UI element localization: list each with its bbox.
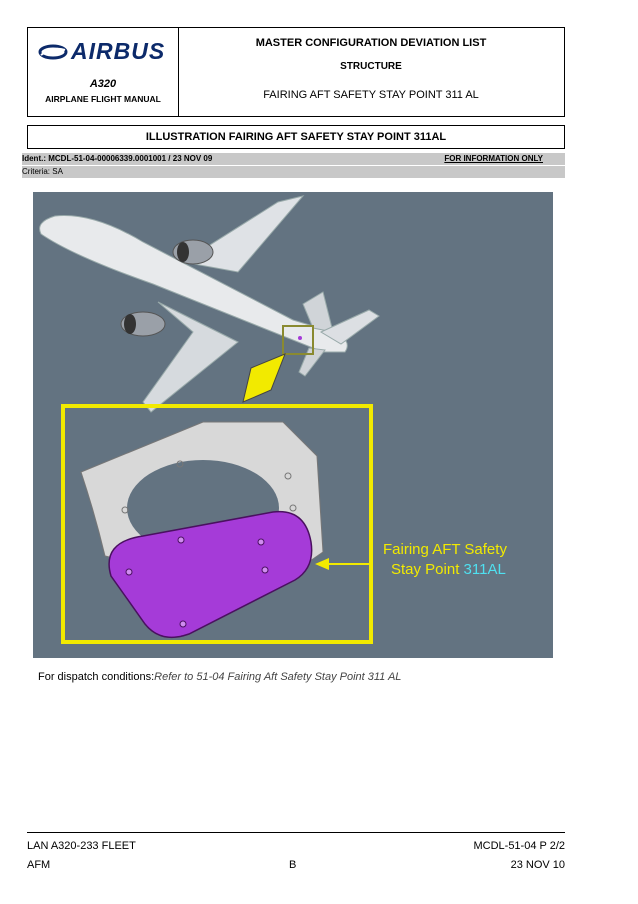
footer-manual: AFM bbox=[27, 859, 51, 871]
subject-title: FAIRING AFT SAFETY STAY POINT 311 AL bbox=[263, 89, 479, 101]
dispatch-note bbox=[38, 671, 401, 683]
criteria-bar bbox=[22, 166, 565, 178]
title-cell bbox=[178, 28, 564, 116]
callout-stay-point: Stay Point bbox=[391, 561, 460, 578]
callout-code: 311AL bbox=[463, 561, 506, 578]
ident-text: Ident.: MCDL-51-04-00006339.0001001 / 23 NOV 09 bbox=[22, 154, 213, 163]
callout-line1: Fairing AFT Safety bbox=[383, 541, 507, 558]
brand-name: AIRBUS bbox=[71, 38, 166, 64]
logo-cell bbox=[28, 28, 179, 116]
info-only-label: FOR INFORMATION ONLY bbox=[444, 154, 543, 163]
airbus-logo bbox=[38, 38, 165, 65]
manual-name: AIRPLANE FLIGHT MANUAL bbox=[45, 94, 161, 104]
fairing-illustration bbox=[33, 192, 553, 658]
header-box bbox=[27, 27, 565, 117]
footer-revision: B bbox=[289, 859, 297, 871]
criteria-text: Criteria: SA bbox=[22, 167, 63, 176]
aircraft-model: A320 bbox=[89, 78, 117, 90]
location-dot bbox=[298, 336, 302, 340]
footer-page-ref: MCDL-51-04 P 2/2 bbox=[473, 840, 565, 852]
illustration-title: ILLUSTRATION FAIRING AFT SAFETY STAY POINT 311AL bbox=[27, 125, 565, 149]
callout-line2 bbox=[391, 561, 506, 578]
footer-date: 23 NOV 10 bbox=[510, 859, 565, 871]
footer-fleet: LAN A320-233 FLEET bbox=[27, 840, 136, 852]
list-title: MASTER CONFIGURATION DEVIATION LIST bbox=[255, 37, 487, 49]
dispatch-label: For dispatch conditions: bbox=[38, 671, 155, 683]
ident-bar bbox=[22, 153, 565, 165]
chapter-title: STRUCTURE bbox=[340, 61, 402, 72]
dispatch-reference: Refer to 51-04 Fairing Aft Safety Stay Point 311 AL bbox=[154, 671, 402, 683]
footer-rule bbox=[27, 832, 565, 833]
airbus-swirl-icon bbox=[38, 42, 68, 62]
